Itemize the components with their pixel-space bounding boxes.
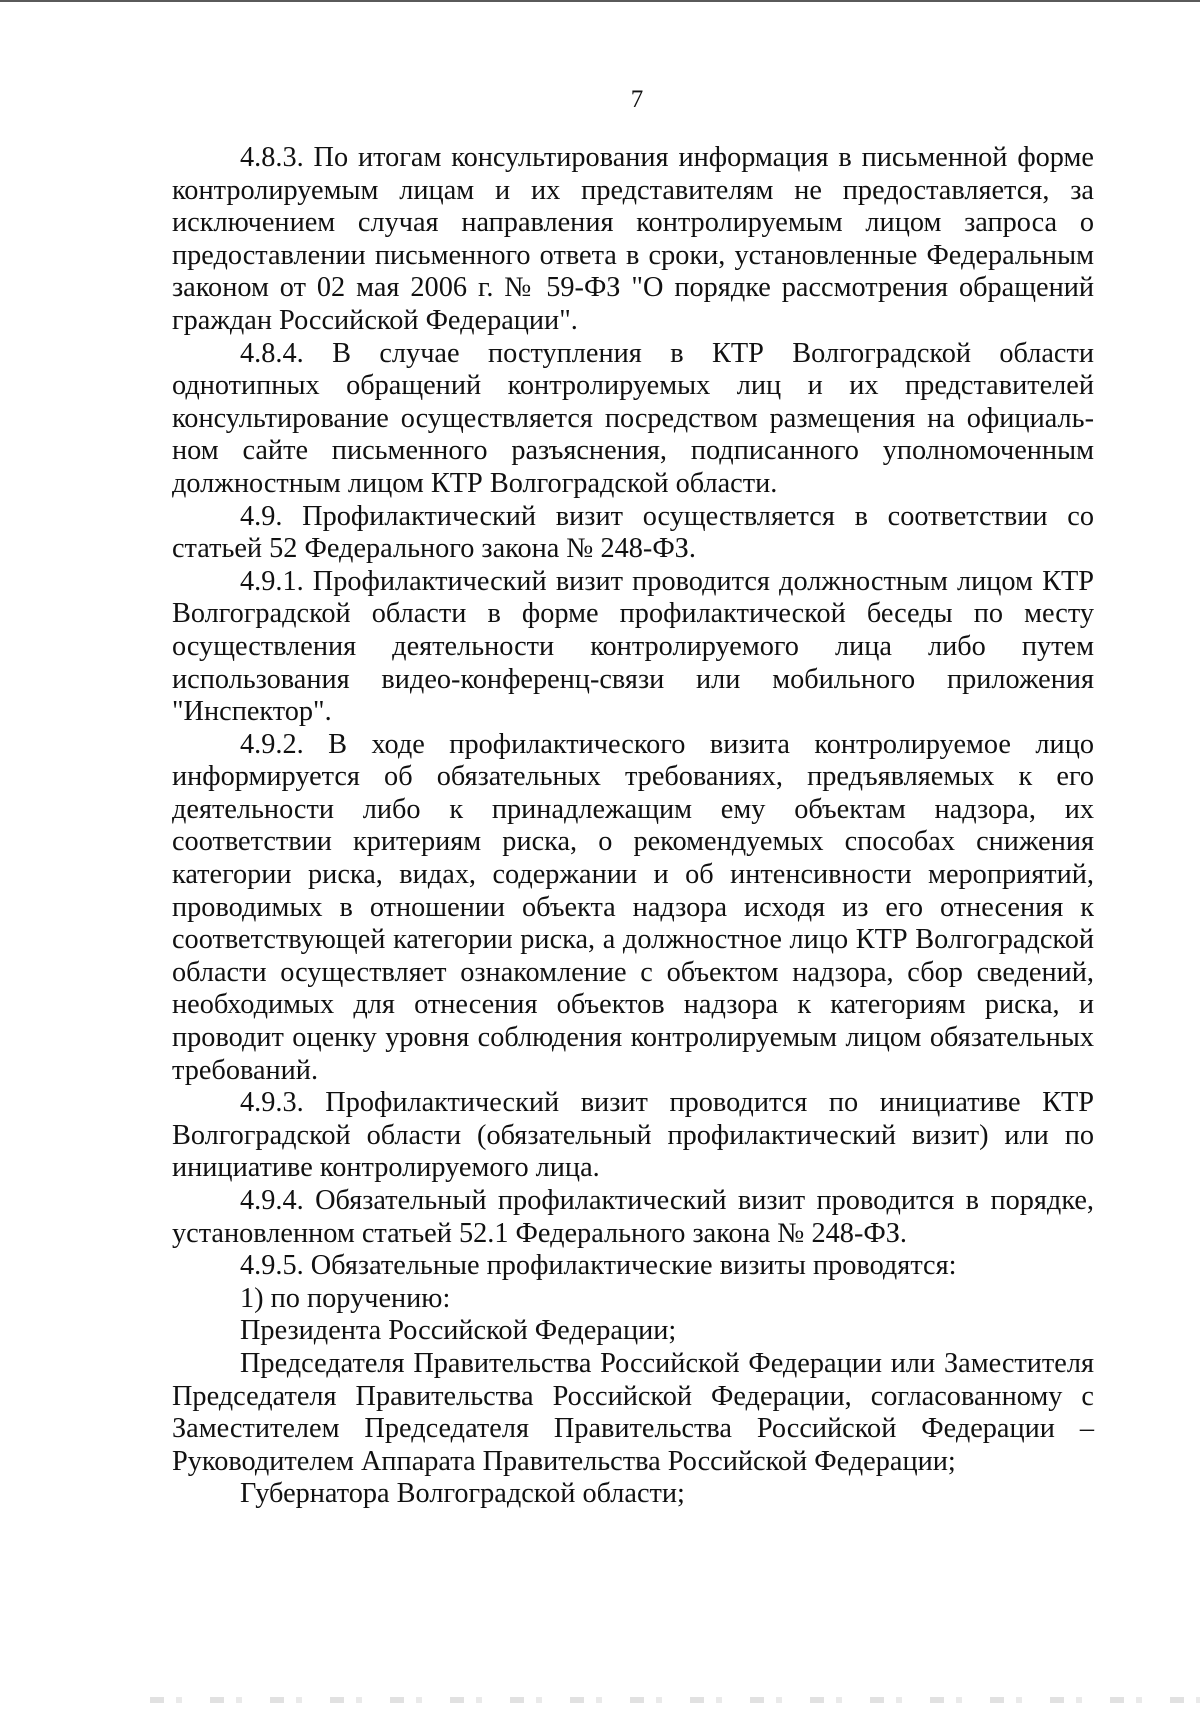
- list-item-president: Президента Российской Федерации;: [240, 1315, 677, 1347]
- paragraph-4-8-4: 4.8.4. В случае поступления в КТР Волгоградской области однотипных обращений контролируемых лиц и их представителей консультирование осуществляется посредством размещения на официальном сайте письменного разъяснения, подписанного уполномоченным должностным лицом КТР Волгоградской области.: [172, 337, 1094, 499]
- list-item-governor: Губернатора Волгоградской области;: [240, 1478, 685, 1510]
- paragraph-4-8-3: 4.8.3. По итогам консультирования информация в письменной форме контролируемым лицам и их представителям не предоставляется, за исключением случая направления контролируемым лицом запроса о предоставлении письменного ответа в сроки, установленные Федеральным законом от 02 мая 2006 г. № 59-ФЗ "О порядке рассмотрения обращений граждан Российской Федерации".: [172, 142, 1094, 336]
- paragraph-4-9-5: 4.9.5. Обязательные профилактические визиты проводятся:: [240, 1250, 957, 1282]
- paragraph-4-9-2: 4.9.2. В ходе профилактического визита контролируемое лицо информируется об обязательных требованиях, предъявляемых к его деятельности либо к принадлежащим ему объектам надзора, их соответствии критериям риска, о рекомендуемых способах снижения категории риска, видах, содержании и об интенсивности мероприятий, проводимых в отношении объекта надзора исходя из его отнесения к соответствующей категории риска, а должностное лицо КТР Волгоградской области осуществляет ознакомление с объектом надзора, сбор сведений, необходимых для отнесения объектов надзора к категориям риска, и проводит оценку уровня соблюдения контролируемым лицом обязательных требований.: [172, 728, 1094, 1086]
- paragraph-4-9-1: 4.9.1. Профилактический визит проводится должностным лицом КТР Волгоградской области в форме профилактической беседы по месту осуществления деятельности контролируемого лица либо путем использования видео-конференц-связи или мобильного приложения "Инспектор".: [172, 565, 1094, 728]
- scan-top-edge: [0, 0, 1200, 2]
- paragraph-4-9-4: 4.9.4. Обязательный профилактический визит проводится в порядке, установленном статьей 52.1 Федерального закона № 248-ФЗ.: [172, 1185, 1094, 1249]
- list-item-government-chairman: Председателя Правительства Российской Федерации или Заместителя Председателя Правительства Российской Федерации, согласованному с Заместителем Председателя Правительства Российской Федерации – Руководителем Аппарата Правительства Российской Федерации;: [172, 1347, 1094, 1477]
- list-item-1: 1) по поручению:: [240, 1282, 451, 1314]
- page-number: 7: [630, 86, 644, 113]
- paragraph-4-9: 4.9. Профилактический визит осуществляется в соответствии со статьей 52 Федерального закона № 248-ФЗ.: [172, 500, 1094, 565]
- scan-bottom-noise: [150, 1697, 1200, 1703]
- document-body: [172, 142, 1094, 1511]
- paragraph-4-9-3: 4.9.3. Профилактический визит проводится по инициативе КТР Волгоградской области (обязательный профилактический визит) или по инициативе контролируемого лица.: [172, 1087, 1094, 1184]
